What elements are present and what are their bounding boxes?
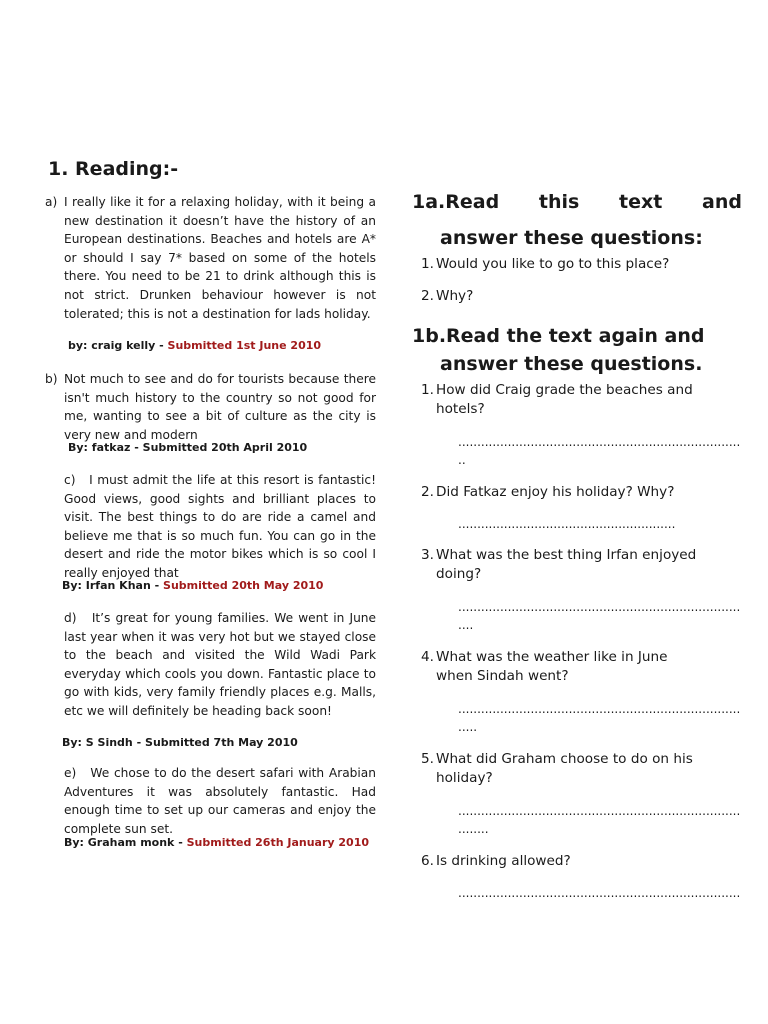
review-text [64, 609, 376, 721]
review-b [45, 370, 376, 444]
section-1b-heading [412, 322, 752, 378]
review-byline-b [68, 441, 307, 454]
heading-line2: answer these questions. [440, 353, 703, 375]
question-text-line2: when Sindah went? [436, 668, 569, 684]
review-byline-a [68, 339, 321, 352]
review-marker: d) [64, 611, 77, 625]
question-text: What was the weather like in June [436, 649, 668, 665]
question-text: Why? [436, 288, 474, 304]
question-text-line2: hotels? [436, 401, 485, 417]
review-byline-e [64, 836, 369, 849]
review-author: By: Graham monk - [64, 836, 183, 849]
heading-line1: 1b.Read the text again and [412, 325, 705, 347]
review-text: Not much to see and do for tourists because there isn't much history to the country so not good for me, wanting to see a bit of culture as the city is very new and modern [64, 372, 376, 442]
review-text [64, 764, 376, 838]
question-number: 3. [421, 547, 434, 563]
review-text-body: We chose to do the desert safari with Arabian Adventures it was absolutely fantastic. Had enough time to set up our cameras and enjoy the complete sun set. [64, 766, 376, 836]
answer-line[interactable]: .......................................................................... [458, 804, 741, 818]
question-number: 4. [421, 649, 434, 665]
heading-word: and [702, 191, 742, 213]
review-date: Submitted 1st June 2010 [167, 339, 322, 352]
answer-line-continued[interactable]: ........ [458, 822, 489, 836]
review-author: by: craig kelly - [68, 339, 164, 352]
review-date: Submitted 7th May 2010 [145, 736, 298, 749]
review-marker: e) [64, 766, 77, 780]
question-text-line2: doing? [436, 566, 482, 582]
question-number: 6. [421, 853, 434, 869]
answer-line[interactable]: .......................................................................... [458, 600, 741, 614]
review-a [45, 193, 376, 323]
question-number: 1. [421, 382, 434, 398]
review-date: Submitted 20th May 2010 [163, 579, 324, 592]
answer-line-continued[interactable]: .. [458, 453, 466, 467]
answer-line[interactable]: .......................................................................... [458, 435, 741, 449]
question-text: Did Fatkaz enjoy his holiday? Why? [436, 484, 675, 500]
question-text: Would you like to go to this place? [436, 256, 670, 272]
answer-line[interactable]: .......................................................................... [458, 702, 741, 716]
heading-word: this [538, 191, 580, 213]
review-text-body: It’s great for young families. We went in June last year when it was very hot but we stayed close to the beach and visited the Wild Wadi Park everyday which cools you down. Fantastic place to go with kids, very family friendly places e.g. Malls, etc we will definitely be heading back soon! [64, 611, 377, 718]
review-author: By: S Sindh - [62, 736, 142, 749]
answer-line[interactable]: .......................................................................... [458, 886, 741, 900]
review-date: Submitted 20th April 2010 [142, 441, 308, 454]
question-number: 5. [421, 751, 434, 767]
question-text-line2: holiday? [436, 770, 493, 786]
review-text [64, 471, 376, 583]
question-text: Is drinking allowed? [436, 853, 571, 869]
review-author: By: Irfan Khan - [62, 579, 160, 592]
review-byline-d [62, 736, 298, 749]
review-author: By: fatkaz - [68, 441, 139, 454]
review-date: Submitted 26th January 2010 [186, 836, 370, 849]
review-byline-c [62, 579, 323, 592]
review-text-body: I must admit the life at this resort is fantastic! Good views, good sights and brilliant places to visit. The best things to do are ride a camel and believe me that is so much fun. You can go in the desert and ride the motor bikes which is so cool I really enjoyed that [64, 473, 376, 580]
answer-line-continued[interactable]: .... [458, 618, 474, 632]
review-d [64, 609, 376, 721]
heading-word: 1a.Read [412, 191, 500, 213]
heading-word: text [619, 191, 663, 213]
reading-title: 1. Reading:- [48, 158, 179, 180]
question-text: What did Graham choose to do on his [436, 751, 693, 767]
question-text: How did Craig grade the beaches and [436, 382, 693, 398]
answer-line[interactable]: ......................................................... [458, 517, 676, 531]
question-number: 2. [421, 288, 434, 304]
review-marker: b) [45, 372, 58, 386]
review-marker: a) [45, 195, 58, 209]
question-number: 2. [421, 484, 434, 500]
section-1a-heading [412, 184, 742, 256]
review-e [64, 764, 376, 838]
review-marker: c) [64, 473, 76, 487]
question-number: 1. [421, 256, 434, 272]
review-c [64, 471, 376, 583]
review-text: I really like it for a relaxing holiday, with it being a new destination it doesn’t have the history of an European destinations. Beaches and hotels are A* or should I say 7* based on some of the hotels there. You need to be 21 to drink although this is not strict. Drunken behaviour however is not tolerated; this is not a destination for lads holiday. [64, 195, 376, 321]
question-text: What was the best thing Irfan enjoyed [436, 547, 697, 563]
heading-line2: answer these questions: [440, 227, 703, 249]
answer-line-continued[interactable]: ..... [458, 720, 478, 734]
